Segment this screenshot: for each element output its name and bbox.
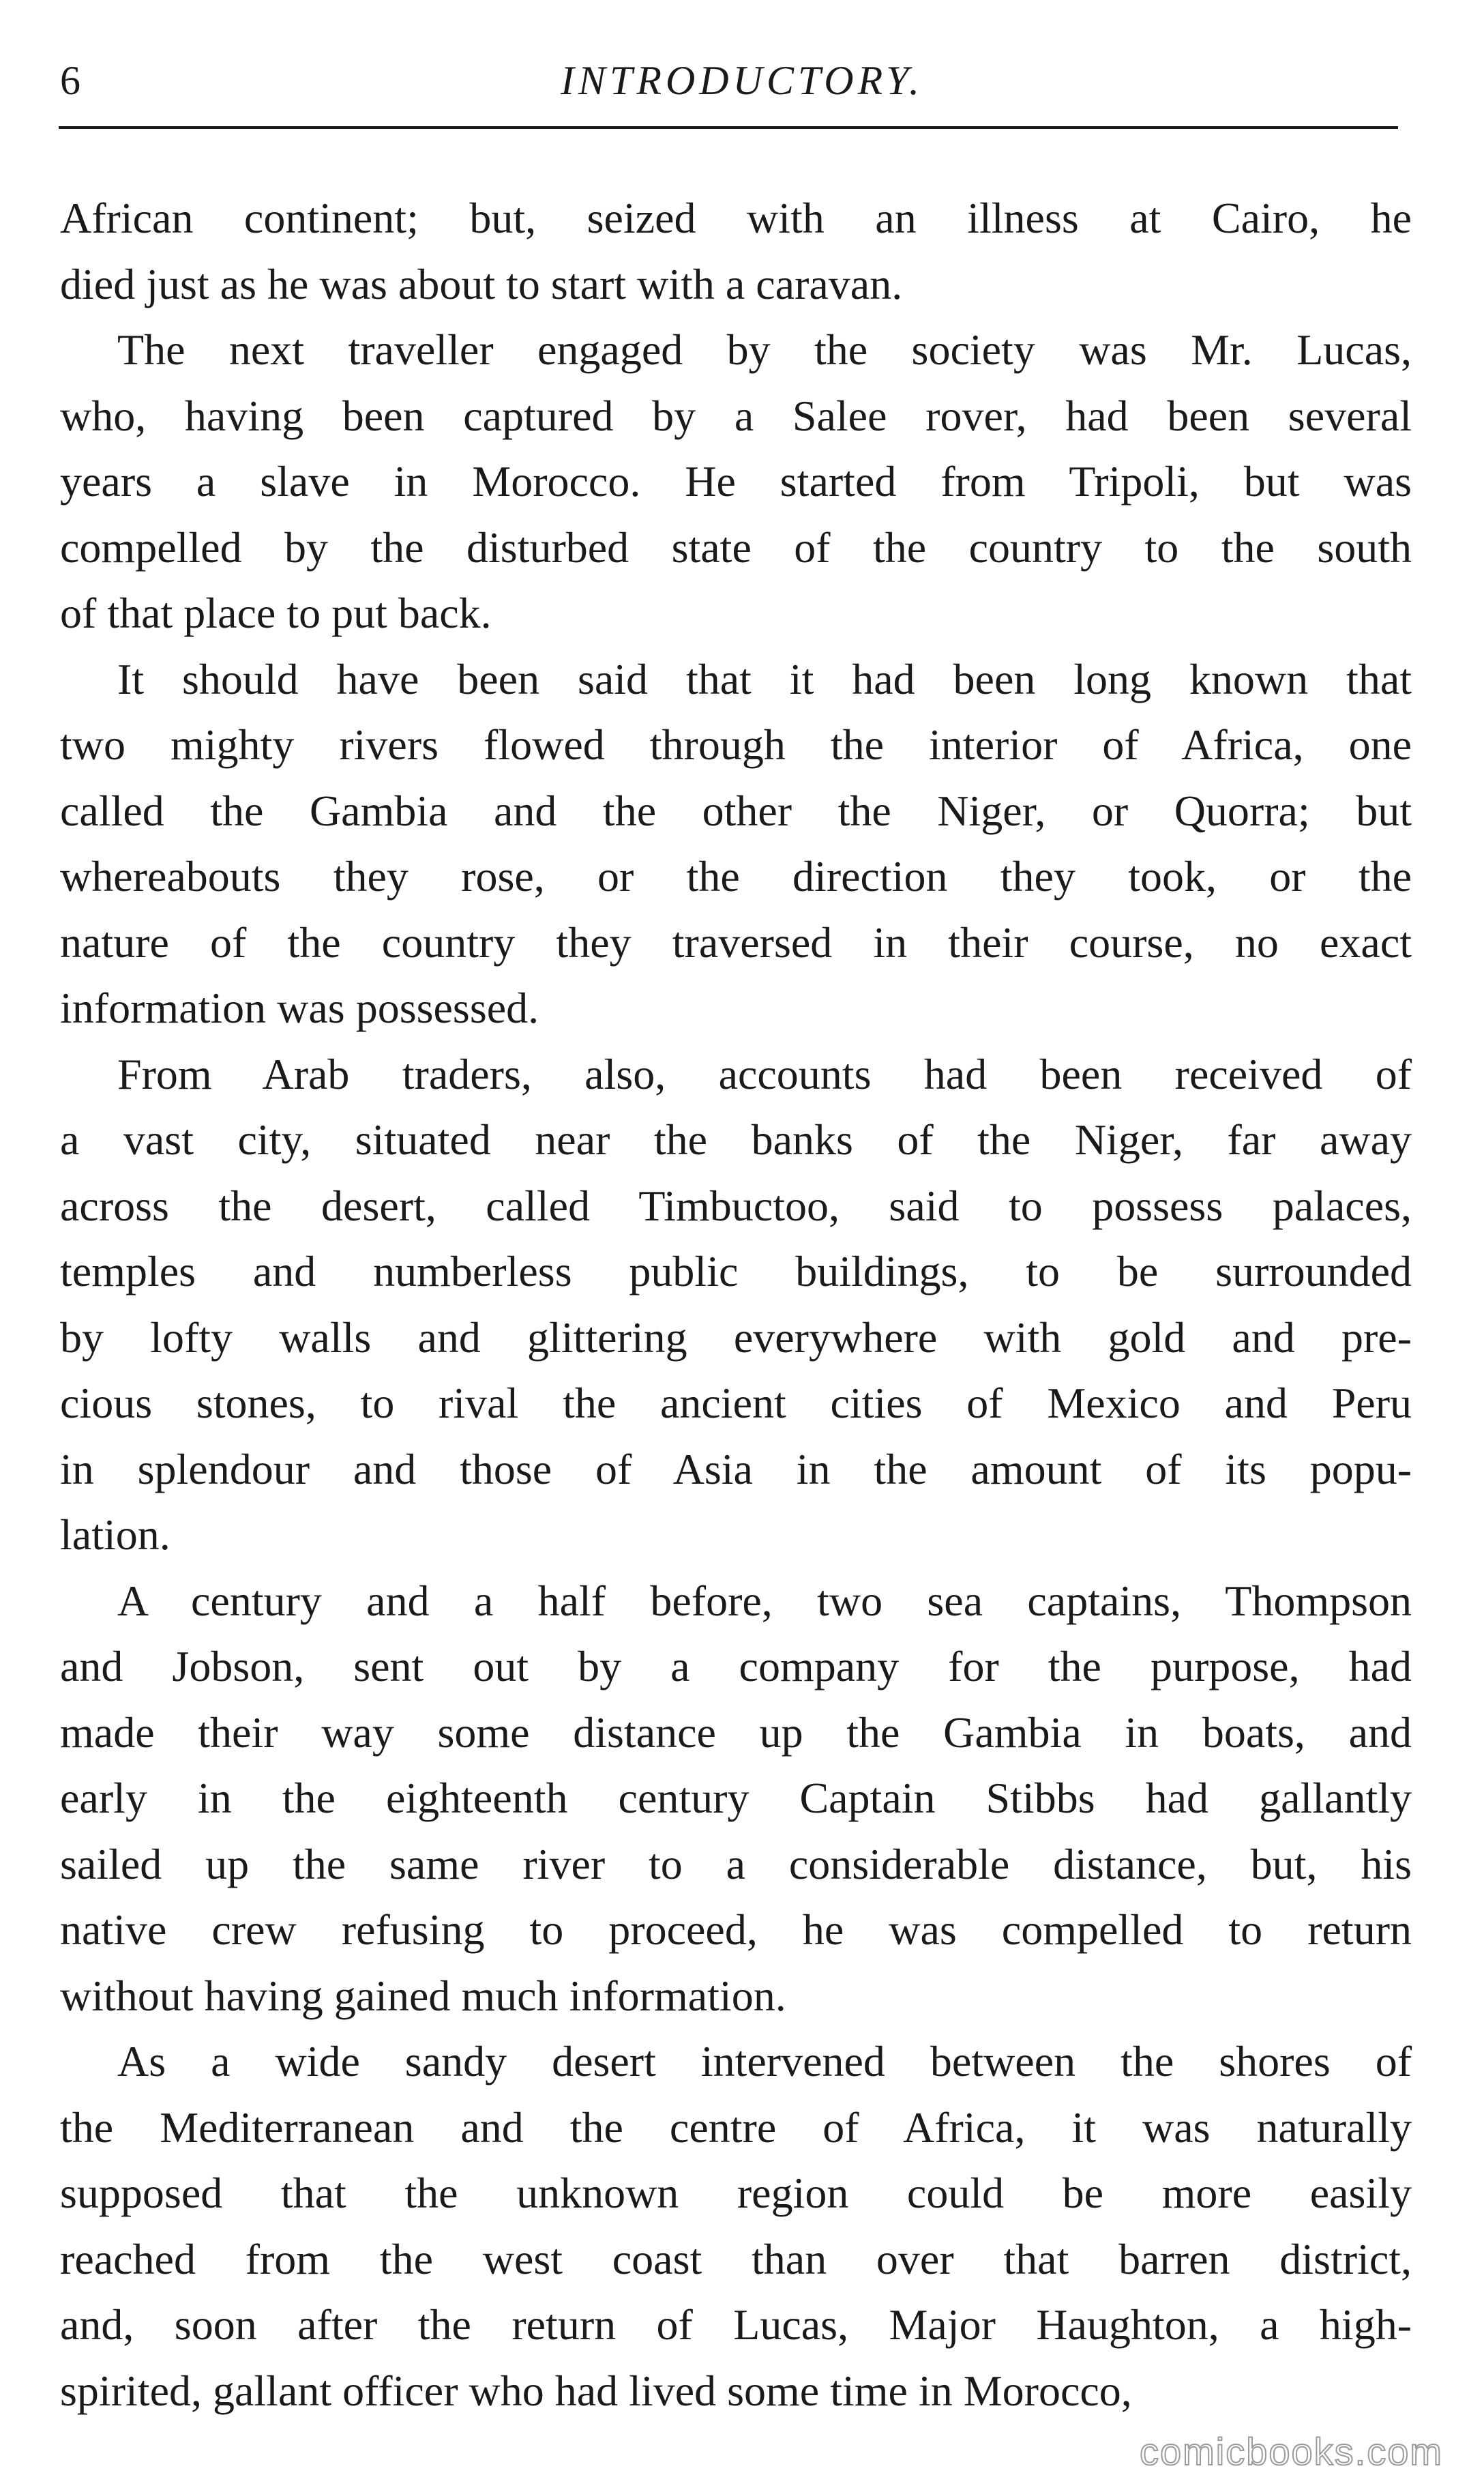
page-number: 6 [60, 58, 80, 103]
paragraph [60, 186, 1412, 317]
text-line: in splendour and those of Asia in the amount of its popu- [60, 1444, 1412, 1493]
paragraph [60, 1042, 1412, 1568]
text-line: nature of the country they traversed in their course, no exact [60, 918, 1412, 967]
text-line: The next traveller engaged by the society was Mr. Lucas, [117, 325, 1412, 374]
text-line: African continent; but, seized with an illness at Cairo, he [60, 194, 1412, 242]
paragraph [60, 2029, 1412, 2424]
text-line: called the Gambia and the other the Niger, or Quorra; but [60, 786, 1412, 835]
text-line: From Arab traders, also, accounts had been received of [117, 1049, 1412, 1098]
text-line: a vast city, situated near the banks of the Niger, far away [60, 1115, 1412, 1164]
text-line: across the desert, called Timbuctoo, said to possess palaces, [60, 1181, 1412, 1230]
text-line: spirited, gallant officer who had lived some time in Morocco, [60, 2366, 1132, 2415]
text-line: and Jobson, sent out by a company for the purpose, had [60, 1642, 1412, 1690]
text-line: native crew refusing to proceed, he was compelled to return [60, 1905, 1412, 1954]
text-line: two mighty rivers flowed through the interior of Africa, one [60, 720, 1412, 769]
text-line: and, soon after the return of Lucas, Major Haughton, a high- [60, 2300, 1412, 2349]
text-line: cious stones, to rival the ancient cities of Mexico and Peru [60, 1379, 1412, 1427]
text-line: by lofty walls and glittering everywhere with gold and pre- [60, 1313, 1412, 1362]
text-line: As a wide sandy desert intervened between the shores of [117, 2037, 1412, 2085]
text-line: who, having been captured by a Salee rover, had been several [60, 391, 1412, 440]
text-line: years a slave in Morocco. He started from Tripoli, but was [60, 457, 1412, 506]
paragraph [60, 317, 1412, 647]
text-line: made their way some distance up the Gambia in boats, and [60, 1708, 1412, 1757]
paragraph [60, 647, 1412, 1042]
text-line: reached from the west coast than over that barren district, [60, 2234, 1412, 2283]
running-head: INTRODUCTORY. [560, 58, 924, 103]
text-line: sailed up the same river to a considerable distance, but, his [60, 1839, 1412, 1888]
header-rule [59, 126, 1398, 129]
text-line: the Mediterranean and the centre of Africa, it was naturally [60, 2103, 1412, 2152]
page-header [0, 0, 1484, 150]
text-line: compelled by the disturbed state of the country to the south [60, 523, 1412, 572]
body-text [60, 186, 1412, 2424]
text-line: A century and a half before, two sea captains, Thompson [117, 1576, 1412, 1625]
text-line: without having gained much information. [60, 1971, 786, 2020]
text-line: temples and numberless public buildings, to be surrounded [60, 1247, 1412, 1295]
text-line: early in the eighteenth century Captain Stibbs had gallantly [60, 1774, 1412, 1822]
text-line: whereabouts they rose, or the direction they took, or the [60, 852, 1412, 900]
text-line: It should have been said that it had been long known that [117, 654, 1412, 703]
paragraph [60, 1568, 1412, 2030]
watermark: comicbooks.com [1139, 2430, 1443, 2473]
text-line: supposed that the unknown region could be more easily [60, 2169, 1412, 2217]
text-line: of that place to put back. [60, 589, 492, 637]
text-line: died just as he was about to start with a caravan. [60, 259, 903, 308]
text-line: lation. [60, 1510, 170, 1559]
text-line: information was possessed. [60, 984, 539, 1032]
